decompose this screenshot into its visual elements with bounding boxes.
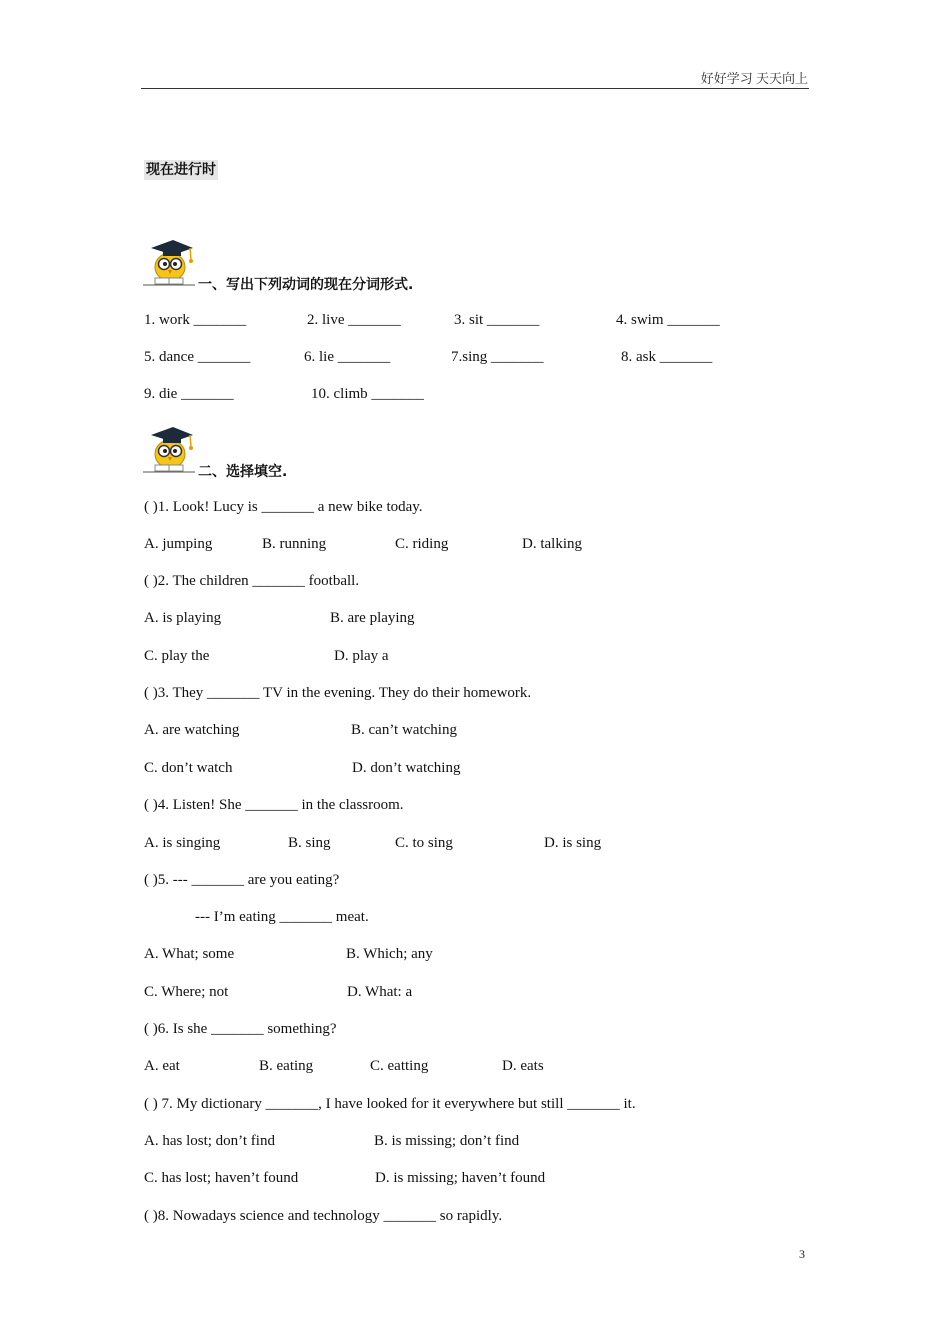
option: C. eatting bbox=[370, 1058, 429, 1074]
option: D. eats bbox=[502, 1058, 544, 1074]
option: D. don’t watching bbox=[352, 760, 461, 776]
option: A. eat bbox=[144, 1058, 180, 1074]
option: B. Which; any bbox=[346, 946, 433, 962]
question-2-stem: ( )2. The children _______ football. bbox=[144, 573, 360, 589]
option: D. is missing; haven’t found bbox=[375, 1170, 546, 1186]
option: D. play a bbox=[334, 648, 389, 664]
option: A. is playing bbox=[144, 610, 222, 626]
header-rule bbox=[141, 88, 809, 89]
verb-item: 9. die _______ bbox=[144, 386, 234, 402]
page-number: 3 bbox=[799, 1247, 805, 1261]
option: A. is singing bbox=[144, 835, 221, 851]
option: A. are watching bbox=[144, 722, 240, 738]
section-1-heading: 一、写出下列动词的现在分词形式. bbox=[198, 277, 414, 293]
question-1-stem: ( )1. Look! Lucy is _______ a new bike today. bbox=[144, 499, 423, 515]
question-5-answer-line: --- I’m eating _______ meat. bbox=[195, 909, 369, 925]
section-2-heading: 二、选择填空. bbox=[198, 464, 288, 480]
option: D. is sing bbox=[544, 835, 602, 851]
option: B. running bbox=[262, 536, 327, 552]
option: C. has lost; haven’t found bbox=[144, 1170, 299, 1186]
verb-item: 6. lie _______ bbox=[304, 349, 391, 365]
option: C. Where; not bbox=[144, 984, 229, 1000]
option: B. is missing; don’t find bbox=[374, 1133, 520, 1149]
scholar-mascot-icon bbox=[143, 236, 195, 288]
option: C. riding bbox=[395, 536, 449, 552]
option: C. play the bbox=[144, 648, 210, 664]
page-title: 现在进行时 bbox=[146, 162, 216, 178]
option: A. has lost; don’t find bbox=[144, 1133, 275, 1149]
question-8-stem: ( )8. Nowadays science and technology _______ so rapidly. bbox=[144, 1208, 503, 1224]
page-title-wrap bbox=[144, 159, 218, 179]
question-3-stem: ( )3. They _______ TV in the evening. They do their homework. bbox=[144, 685, 532, 701]
option: B. sing bbox=[288, 835, 331, 851]
question-7-stem: ( ) 7. My dictionary _______, I have looked for it everywhere but still _______ it. bbox=[144, 1096, 636, 1112]
question-5-stem: ( )5. --- _______ are you eating? bbox=[144, 872, 340, 888]
option: D. What: a bbox=[347, 984, 413, 1000]
option: C. don’t watch bbox=[144, 760, 233, 776]
option: B. eating bbox=[259, 1058, 314, 1074]
verb-item: 7.sing _______ bbox=[451, 349, 544, 365]
option: C. to sing bbox=[395, 835, 453, 851]
question-4-stem: ( )4. Listen! She _______ in the classroom. bbox=[144, 797, 404, 813]
header-motto: 好好学习 天天向上 bbox=[700, 71, 808, 86]
question-6-stem: ( )6. Is she _______ something? bbox=[144, 1021, 337, 1037]
option: B. are playing bbox=[330, 610, 415, 626]
verb-item: 2. live _______ bbox=[307, 312, 401, 328]
verb-item: 8. ask _______ bbox=[621, 349, 713, 365]
scholar-mascot-icon bbox=[143, 423, 195, 475]
verb-item: 4. swim _______ bbox=[616, 312, 720, 328]
option: A. What; some bbox=[144, 946, 235, 962]
option: D. talking bbox=[522, 536, 582, 552]
verb-item: 10. climb _______ bbox=[311, 386, 424, 402]
verb-item: 1. work _______ bbox=[144, 312, 247, 328]
option: A. jumping bbox=[144, 536, 213, 552]
option: B. can’t watching bbox=[351, 722, 457, 738]
verb-item: 3. sit _______ bbox=[454, 312, 540, 328]
verb-item: 5. dance _______ bbox=[144, 349, 251, 365]
